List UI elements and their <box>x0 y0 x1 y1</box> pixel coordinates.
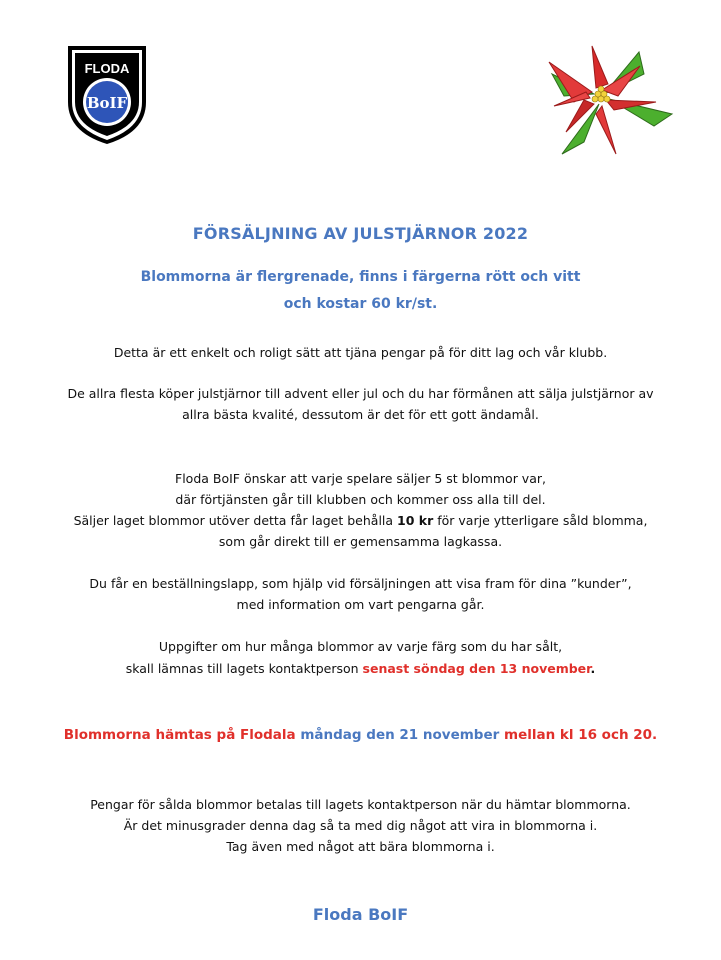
poinsettia-illustration <box>544 44 674 158</box>
pickup-time: mellan kl 16 och 20. <box>499 727 658 743</box>
para2-line-2: allra bästa kvalité, dessutom är det för ett gott ändamål. <box>182 407 539 422</box>
para5-line-1: Uppgifter om hur många blommor av varje färg som du har sålt, <box>158 639 563 654</box>
para3-line-3 <box>0 513 721 528</box>
bonus-amount: 10 kr <box>397 513 434 528</box>
para3-line-4: som går direkt till er gemensamma lagkassa. <box>218 534 503 549</box>
pickup-part-1: Blommorna hämtas på Flodala <box>63 727 301 743</box>
intro-paragraph: Detta är ett enkelt och roligt sätt att tjäna pengar på för ditt lag och vår klubb. <box>113 345 608 360</box>
logo-top-text: FLODA <box>84 61 130 76</box>
para3-line-3-pre: Säljer laget blommor utöver detta får laget behålla <box>73 513 398 528</box>
para2-line-1: De allra flesta köper julstjärnor till advent eller jul och du har förmånen att sälja julstjärnor av <box>67 386 654 401</box>
club-logo <box>66 44 148 146</box>
para3-line-1: Floda BoIF önskar att varje spelare säljer 5 st blommor var, <box>175 471 546 486</box>
page-title: FÖRSÄLJNING AV JULSTJÄRNOR 2022 <box>192 224 529 243</box>
para3-line-2: där förtjänsten går till klubben och kommer oss alla till del. <box>175 492 546 507</box>
subtitle-line-2: och kostar 60 kr/st. <box>283 296 438 312</box>
para5-line-2-pre: skall lämnas till lagets kontaktperson <box>125 661 363 676</box>
logo-monogram: BoIF <box>86 94 128 112</box>
para4-line-1: Du får en beställningslapp, som hjälp vid försäljningen att visa fram för dina ”kunder”, <box>89 576 632 591</box>
para6-line-3: Tag även med något att bära blommorna i. <box>226 839 495 854</box>
pickup-date: måndag den 21 november <box>300 727 500 743</box>
subtitle-line-1: Blommorna är flergrenade, finns i färgerna rött och vitt <box>140 269 581 285</box>
deadline-text: senast söndag den 13 november <box>362 661 591 676</box>
para6-line-2: Är det minusgrader denna dag så ta med dig något att vira in blommorna i. <box>123 818 598 833</box>
pickup-notice <box>0 727 721 743</box>
para3-line-3-post: för varje ytterligare såld blomma, <box>433 513 648 528</box>
para5-line-2-post: . <box>590 661 596 676</box>
para6-line-1: Pengar för sålda blommor betalas till lagets kontaktperson när du hämtar blommorna. <box>90 797 631 812</box>
para4-line-2: med information om vart pengarna går. <box>236 597 485 612</box>
signature: Floda BoIF <box>312 905 409 924</box>
para5-line-2 <box>0 661 721 676</box>
